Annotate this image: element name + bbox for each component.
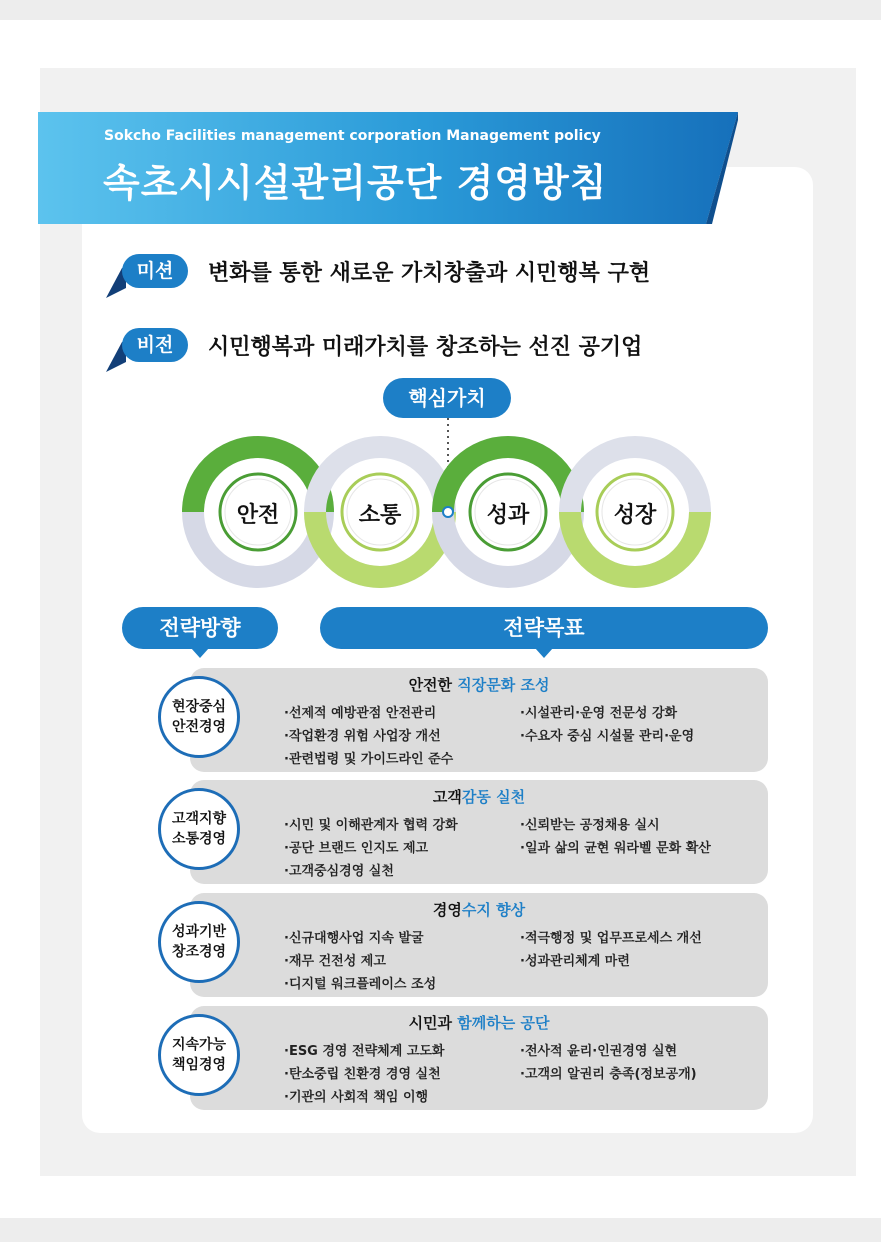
goal-title	[190, 1012, 768, 1033]
goal-item: ·적극행정 및 업무프로세스 개선	[520, 931, 702, 946]
goal-title-plain: 안전한	[408, 676, 458, 694]
goal-item: ·일과 삶의 균현 워라벨 문화 확산	[520, 841, 711, 856]
direction-line-1: 고객지향	[171, 811, 227, 827]
goal-title-plain: 고객	[432, 788, 462, 806]
core-value-safety: 안전	[236, 503, 280, 528]
core-values-label: 핵심가치	[383, 378, 511, 418]
direction-line-2: 창조경영	[171, 944, 227, 960]
goal-title-plain: 경영	[432, 901, 462, 919]
vision-label: 비전	[122, 328, 188, 362]
goal-title	[190, 674, 768, 695]
goal-item: ·관련법령 및 가이드라인 준수	[284, 752, 454, 767]
banner-title: 속초시시설관리공단 경영방침	[103, 161, 608, 205]
goal-item: ·신뢰받는 공정채용 실시	[520, 818, 660, 833]
goal-item: ·시설관리·운영 전문성 강화	[520, 706, 678, 721]
goal-item: ·신규대행사업 지속 발굴	[284, 931, 424, 946]
goal-item: ·시민 및 이해관계자 협력 강화	[284, 818, 458, 833]
goal-item: ·성과관리체계 마련	[520, 954, 630, 969]
core-value-communication: 소통	[358, 503, 402, 528]
goal-item: ·기관의 사회적 책임 이행	[284, 1090, 429, 1105]
direction-line-2: 책임경영	[171, 1057, 227, 1073]
goal-item: ·고객의 알권리 충족(정보공개)	[520, 1067, 697, 1082]
strategy-direction-header: 전략방향	[122, 607, 278, 649]
goal-item: ·ESG 경영 전략체계 고도화	[284, 1044, 445, 1059]
core-value-performance: 성과	[486, 503, 530, 528]
goal-item: ·재무 건전성 제고	[284, 954, 386, 969]
goal-title-plain: 시민과	[408, 1014, 458, 1032]
goal-item: ·공단 브랜드 인지도 제고	[284, 841, 429, 856]
direction-circle	[158, 788, 240, 870]
direction-arrow-icon	[191, 648, 209, 658]
bottom-margin-bar	[0, 1218, 881, 1242]
mission-tag	[106, 254, 190, 292]
strategy-goal-header: 전략목표	[320, 607, 768, 649]
direction-line-1: 현장중심	[171, 699, 227, 715]
goal-title-highlight: 함께하는 공단	[457, 1014, 550, 1032]
goal-arrow-icon	[535, 648, 553, 658]
vision-text: 시민행복과 미래가치를 창조하는 선진 공기업	[208, 335, 643, 360]
direction-line-2: 안전경영	[171, 719, 227, 735]
goal-item: ·탄소중립 친환경 경영 실천	[284, 1067, 441, 1082]
goal-title-highlight: 직장문화 조성	[457, 676, 550, 694]
goal-item: ·선제적 예방관점 안전관리	[284, 706, 437, 721]
vision-tag	[106, 328, 190, 366]
goal-item: ·고객중심경영 실천	[284, 864, 394, 879]
goal-item: ·수요자 중심 시설물 관리·운영	[520, 729, 695, 744]
top-margin-bar	[0, 0, 881, 20]
goal-item: ·전사적 윤리·인권경영 실현	[520, 1044, 678, 1059]
direction-line-1: 성과기반	[171, 924, 227, 940]
goal-title-highlight: 수지 향상	[461, 901, 526, 919]
direction-line-2: 소통경영	[171, 831, 227, 847]
goal-title	[190, 899, 768, 920]
goal-title	[190, 786, 768, 807]
goal-item: ·작업환경 위험 사업장 개선	[284, 729, 441, 744]
mission-label: 미션	[122, 254, 188, 288]
banner-subtitle: Sokcho Facilities management corporation Management policy	[104, 128, 601, 144]
goal-title-highlight: 감동 실천	[461, 788, 526, 806]
core-value-growth: 성장	[613, 503, 657, 528]
mission-text: 변화를 통한 새로운 가치창출과 시민행복 구현	[208, 261, 651, 286]
direction-circle	[158, 901, 240, 983]
direction-circle	[158, 1014, 240, 1096]
goal-item: ·디지털 워크플레이스 조성	[284, 977, 437, 992]
direction-circle	[158, 676, 240, 758]
direction-line-1: 지속가능	[171, 1037, 227, 1053]
